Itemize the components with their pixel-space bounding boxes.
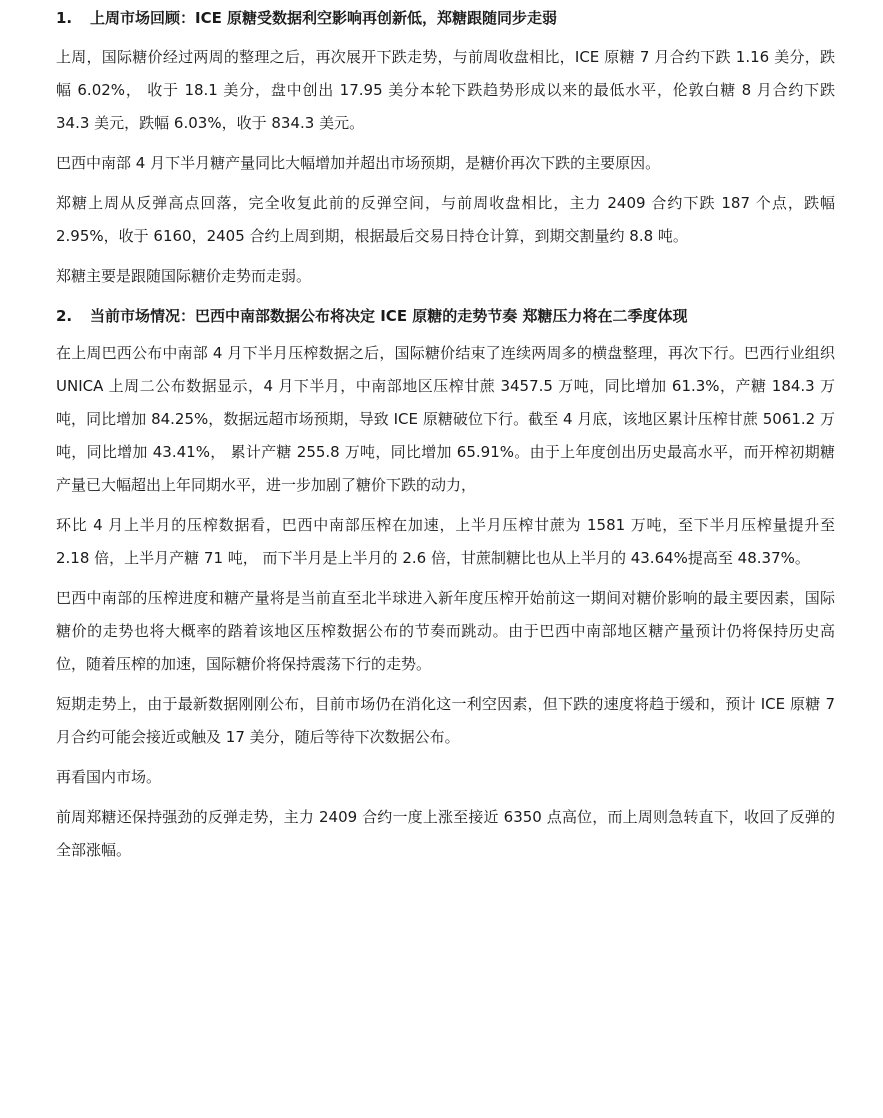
section-title-1: 上周市场回顾：ICE 原糖受数据利空影响再创新低，郑糖跟随同步走弱 xyxy=(90,9,558,27)
section-number-1: 1. xyxy=(56,9,73,27)
paragraph-month-over-month: 环比 4 月上半月的压榨数据看，巴西中南部压榨在加速，上半月压榨甘蔗为 1581 万吨，至下半月压榨量提升至 2.18 倍，上半月产糖 71 吨， 而下半月是上半月的 2.6 倍，甘蔗制糖比也从上半月的 43.64%提高至 48.37%。 xyxy=(56,516,835,567)
paragraph-zhengzhou-follow: 郑糖主要是跟随国际糖价走势而走弱。 xyxy=(56,267,312,285)
paragraph-zhengzhou-review: 郑糖上周从反弹高点回落，完全收复此前的反弹空间，与前周收盘相比，主力 2409 合约下跌 187 个点，跌幅 2.95%，收于 6160，2405 合约上周到期，根据最后交易日持仓计算，到期交割量约 8.8 吨。 xyxy=(56,194,835,245)
paragraph-domestic-intro: 再看国内市场。 xyxy=(56,768,162,786)
paragraph-ice-review: 上周，国际糖价经过两周的整理之后，再次展开下跌走势，与前周收盘相比，ICE 原糖 7 月合约下跌 1.16 美分，跌幅 6.02%， 收于 18.1 美分，盘中创出 17.95 美分本轮下跌趋势形成以来的最低水平，伦敦白糖 8 月合约下跌 34.3 美元，跌幅 6.03%，收于 834.3 美元。 xyxy=(56,48,835,132)
section-title-2: 当前市场情况：巴西中南部数据公布将决定 ICE 原糖的走势节奏 郑糖压力将在二季度体现 xyxy=(90,307,688,325)
section-number-2: 2. xyxy=(56,307,73,325)
paragraph-outlook: 巴西中南部的压榨进度和糖产量将是当前直至北半球进入新年度压榨开始前这一期间对糖价影响的最主要因素，国际糖价的走势也将大概率的踏着该地区压榨数据公布的节奏而跳动。由于巴西中南部地区糖产量预计仍将保持历史高位，随着压榨的加速，国际糖价将保持震荡下行的走势。 xyxy=(56,589,835,673)
paragraph-unica-data: 在上周巴西公布中南部 4 月下半月压榨数据之后，国际糖价结束了连续两周多的横盘整理，再次下行。巴西行业组织 UNICA 上周二公布数据显示，4 月下半月，中南部地区压榨甘蔗 3457.5 万吨，同比增加 61.3%，产糖 184.3 万吨，同比增加 84.25%，数据远超市场预期，导致 ICE 原糖破位下行。截至 4 月底，该地区累计压榨甘蔗 5061.2 万吨，同比增加 43.41%， 累计产糖 255.8 万吨，同比增加 65.91%。由于上年度创出历史最高水平，而开榨初期糖产量已大幅超出上年同期水平，进一步加剧了糖价下跌的动力， xyxy=(56,344,835,494)
section-heading-1 xyxy=(56,4,835,32)
paragraph-short-term: 短期走势上，由于最新数据刚刚公布，目前市场仍在消化这一利空因素，但下跌的速度将趋于缓和，预计 ICE 原糖 7 月合约可能会接近或触及 17 美分，随后等待下次数据公布。 xyxy=(56,695,835,746)
paragraph-brazil-cause: 巴西中南部 4 月下半月糖产量同比大幅增加并超出市场预期，是糖价再次下跌的主要原因。 xyxy=(56,154,661,172)
paragraph-domestic-market: 前周郑糖还保持强劲的反弹走势，主力 2409 合约一度上涨至接近 6350 点高位，而上周则急转直下，收回了反弹的全部涨幅。 xyxy=(56,808,835,859)
section-heading-2 xyxy=(56,302,835,330)
